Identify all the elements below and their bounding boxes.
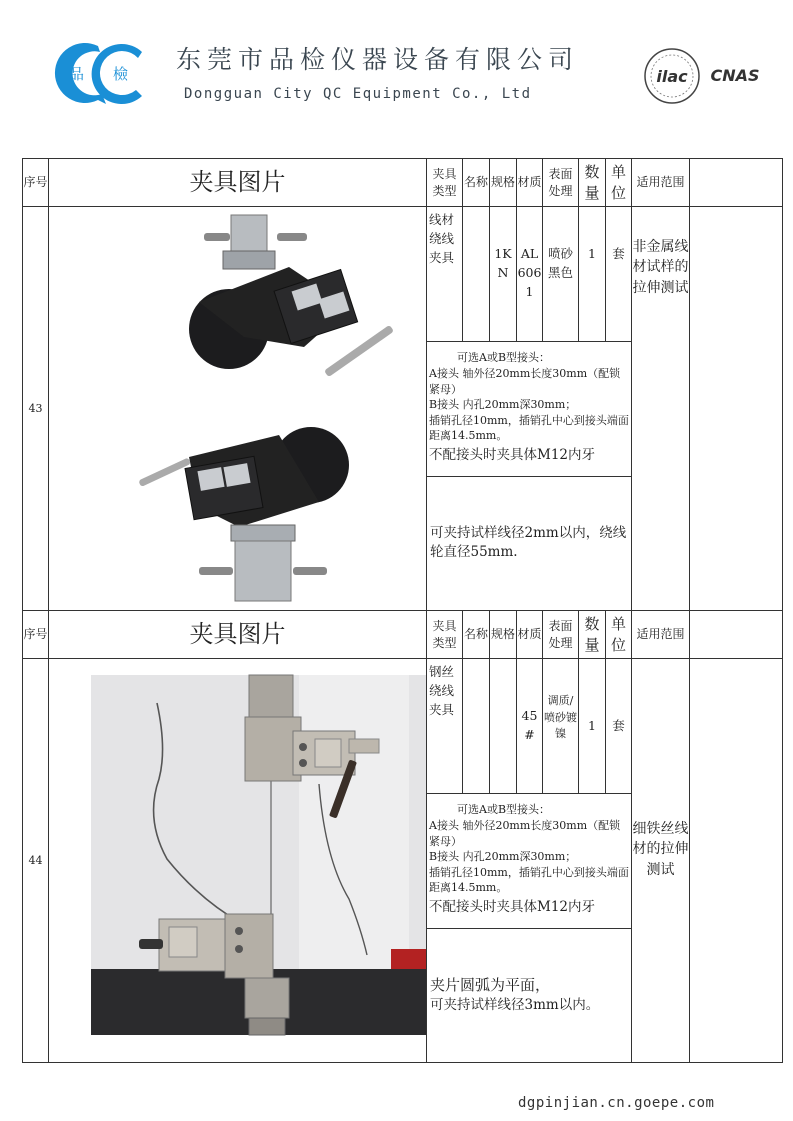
m12-note: 不配接头时夹具体M12内牙 [429, 898, 596, 915]
col-surface-header: 表面处理 [543, 611, 579, 659]
col-qty-header: 数量 [579, 611, 606, 659]
col-seq-header: 序号 [23, 611, 49, 659]
col-unit-header: 单位 [606, 611, 632, 659]
col-spec-header: 规格 [490, 159, 517, 207]
col-surface-header: 表面处理 [543, 159, 579, 207]
col-type-header: 夹具类型 [427, 159, 463, 207]
fixture-spec-table [22, 158, 783, 1063]
fixture-type: 钢丝绕线夹具 [427, 659, 463, 794]
table-row [23, 659, 783, 794]
col-unit-header: 单位 [606, 159, 632, 207]
option-b: B接头 内孔20mm深30mm； [429, 398, 577, 412]
fixture-photo-cell [49, 659, 427, 1063]
col-type-header: 夹具类型 [427, 611, 463, 659]
fixture-name [463, 207, 490, 342]
table-row [23, 207, 783, 342]
table-header-row [23, 611, 783, 659]
col-scope-header: 适用范围 [632, 159, 690, 207]
connector-options [427, 794, 632, 928]
fixture-material: AL6061 [517, 207, 543, 342]
options-title: 可选A或B型接头： [457, 351, 551, 365]
col-image-header: 夹具图片 [49, 159, 427, 207]
empty-cell [690, 659, 783, 1063]
fixture-surface: 喷砂黑色 [543, 207, 579, 342]
fixture-photo-43 [49, 207, 427, 610]
options-title: 可选A或B型接头： [457, 803, 551, 817]
col-qty-header: 数量 [579, 159, 606, 207]
pin-hole-note: 插销孔径10mm，插销孔中心到接头端面距离14.5mm。 [429, 413, 629, 443]
company-logo [50, 38, 150, 108]
fixture-name [463, 659, 490, 794]
clamp-note-line-2: 可夹持试样线径3mm以内。 [430, 997, 600, 1014]
ilac-label: ilac [656, 67, 688, 86]
option-a: A接头 轴外径20mm长度30mm（配锁紧母） [429, 366, 621, 396]
col-image-header: 夹具图片 [49, 611, 427, 659]
row-seq: 43 [23, 207, 49, 611]
clamp-note: 可夹持试样线径2mm以内，绕线轮直径55mm. [427, 476, 632, 610]
fixture-spec [490, 659, 517, 794]
col-name-header: 名称 [463, 611, 490, 659]
row-seq: 44 [23, 659, 49, 1063]
logo-text-left: 品 [69, 65, 85, 83]
fixture-photo-44 [49, 659, 427, 1062]
col-scope-header: 适用范围 [632, 611, 690, 659]
empty-cell [690, 207, 783, 611]
fixture-qty: 1 [579, 659, 606, 794]
clamp-note-line-1: 夹片圆弧为平面， [430, 975, 551, 994]
empty-header-cell [690, 159, 783, 207]
cnas-label: CNAS [710, 66, 760, 85]
fixture-scope: 细铁丝线材的拉伸测试 [632, 659, 690, 1063]
fixture-material: 45# [517, 659, 543, 794]
cnas-badge-icon [706, 58, 764, 92]
fixture-surface: 调质/喷砂镀镍 [543, 659, 579, 794]
company-name-en: Dongguan City QC Equipment Co., Ltd [184, 86, 532, 102]
option-a: A接头 轴外径20mm长度30mm（配锁紧母） [429, 818, 621, 848]
option-b: B接头 内孔20mm深30mm； [429, 850, 577, 864]
fixture-scope: 非金属线材试样的拉伸测试 [632, 207, 690, 611]
fixture-unit: 套 [606, 207, 632, 342]
fixture-photo-cell [49, 207, 427, 611]
ilac-badge-icon [642, 46, 702, 106]
fixture-spec: 1KN [490, 207, 517, 342]
col-spec-header: 规格 [490, 611, 517, 659]
col-name-header: 名称 [463, 159, 490, 207]
footer-url: dgpinjian.cn.goepe.com [518, 1095, 715, 1111]
logo-text-right: 檢 [113, 65, 129, 83]
pin-hole-note: 插销孔径10mm，插销孔中心到接头端面距离14.5mm。 [429, 865, 629, 895]
empty-header-cell [690, 611, 783, 659]
col-material-header: 材质 [517, 159, 543, 207]
connector-options [427, 342, 632, 476]
fixture-qty: 1 [579, 207, 606, 342]
fixture-unit: 套 [606, 659, 632, 794]
clamp-note [427, 928, 632, 1062]
col-seq-header: 序号 [23, 159, 49, 207]
table-header-row [23, 159, 783, 207]
m12-note: 不配接头时夹具体M12内牙 [429, 446, 596, 463]
col-material-header: 材质 [517, 611, 543, 659]
fixture-type: 线材绕线夹具 [427, 207, 463, 342]
company-name-cn: 东莞市品检仪器设备有限公司 [176, 45, 580, 74]
